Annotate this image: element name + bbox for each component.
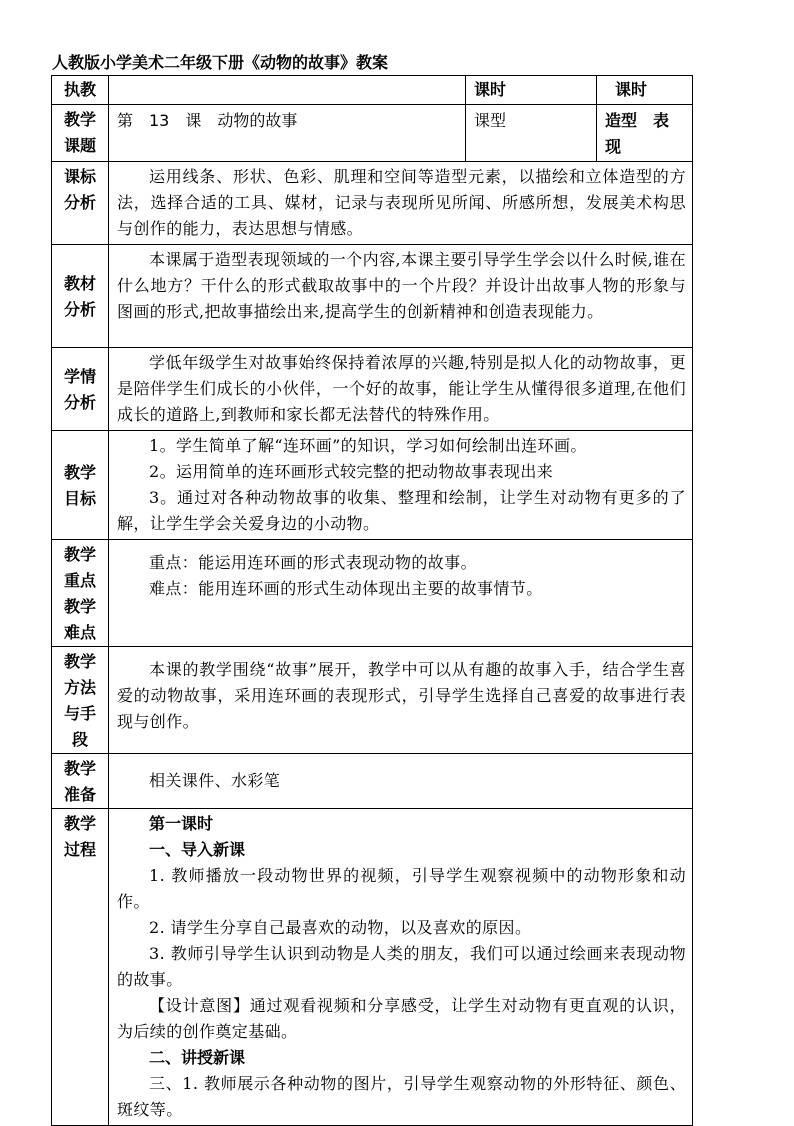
section-prep-row — [52, 754, 693, 809]
section-label: 教学目标 — [52, 431, 109, 540]
process-item: 3. 教师引导学生认识到动物是人类的朋友，我们可以通过绘画来表现动物的故事。 — [117, 944, 686, 989]
section-paragraph: 1。学生简单了解“连环画”的知识，学习如何绘制出连环画。 — [149, 436, 587, 455]
section-content — [109, 431, 693, 540]
lesson-title: 第一课时 — [149, 814, 214, 833]
section-process-row — [52, 809, 693, 1126]
section-content — [109, 348, 693, 431]
section-paragraph: 重点：能运用连环画的形式表现动物的故事。 — [149, 553, 478, 572]
section-content — [109, 647, 693, 754]
section-label: 课标分析 — [52, 162, 109, 245]
lesson-plan-table — [51, 75, 693, 1126]
section-goals-row — [52, 431, 693, 540]
process-content — [109, 809, 693, 1126]
section-paragraph: 运用线条、形状、色彩、肌理和空间等造型元素，以描绘和立体造型的方法，选择合适的工具、媒材，记录与表现所见所闻、所感所想，发展美术构思与创作的能力，表达思想与情感。 — [117, 167, 686, 238]
section-textbook-row — [52, 245, 693, 348]
part1-title: 一、导入新课 — [149, 840, 246, 859]
section-paragraph: 本课属于造型表现领域的一个内容,本课主要引导学生学会以什么时候,谁在什么地方？干什么的形式截取故事中的一个片段？并设计出故事人物的形象与图画的形式,把故事描绘出来,提高学生的创新精神和创造表现能力。 — [117, 250, 686, 321]
section-content — [109, 245, 693, 348]
process-label: 教学过程 — [52, 809, 109, 1126]
section-paragraph: 难点：能用连环画的形式生动体现出主要的故事情节。 — [149, 579, 543, 598]
topic-row — [52, 105, 693, 162]
design-intent: 【设计意图】通过观看视频和分享感受，让学生对动物有更直观的认识，为后续的创作奠定基础。 — [117, 996, 686, 1041]
section-students-row — [52, 348, 693, 431]
section-content — [109, 162, 693, 245]
section-paragraph: 学低年级学生对故事始终保持着浓厚的兴趣,特别是拟人化的动物故事，更是陪伴学生们成长的小伙伴，一个好的故事，能让学生从懂得很多道理,在他们成长的道路上,到教师和家长都无法替代的特殊作用。 — [117, 353, 686, 424]
section-paragraph: 3。通过对各种动物故事的收集、整理和绘制，让学生对动物有更多的了解，让学生学会关爱身边的小动物。 — [117, 488, 686, 533]
section-paragraph: 2。运用简单的连环画形式较完整的把动物故事表现出来 — [149, 462, 554, 481]
section-paragraph: 相关课件、水彩笔 — [149, 771, 281, 790]
process-item: 2. 请学生分享自己最喜欢的动物，以及喜欢的原因。 — [149, 918, 532, 937]
process-item: 三、1. 教师展示各种动物的图片，引导学生观察动物的外形特征、颜色、斑纹等。 — [117, 1074, 686, 1119]
section-content — [109, 754, 693, 809]
topic-value: 第 13 课 动物的故事 — [109, 105, 466, 162]
teacher-row — [52, 76, 693, 105]
hours-value: 课时 — [597, 76, 693, 105]
section-label: 教学重点教学难点 — [52, 540, 109, 647]
section-content — [109, 540, 693, 647]
section-label: 教学方法与手段 — [52, 647, 109, 754]
part2-title: 二、讲授新课 — [149, 1048, 246, 1067]
process-item: 1. 教师播放一段动物世界的视频，引导学生观察视频中的动物形象和动作。 — [117, 866, 686, 911]
section-methods-row — [52, 647, 693, 754]
section-keypoints-row — [52, 540, 693, 647]
teacher-label: 执教 — [52, 76, 109, 105]
section-label: 教学准备 — [52, 754, 109, 809]
type-label: 课型 — [466, 105, 597, 162]
document-title: 人教版小学美术二年级下册《动物的故事》教案 — [52, 53, 389, 72]
section-paragraph: 本课的教学围绕“故事”展开，教学中可以从有趣的故事入手，结合学生喜爱的动物故事，采用连环画的表现形式，引导学生选择自己喜爱的故事进行表现与创作。 — [117, 660, 686, 731]
section-label: 教材分析 — [52, 245, 109, 348]
hours-label: 课时 — [466, 76, 597, 105]
section-label: 学情分析 — [52, 348, 109, 431]
teacher-value — [109, 76, 466, 105]
type-value: 造型 表现 — [597, 105, 693, 162]
topic-label: 教学课题 — [52, 105, 109, 162]
section-standards-row — [52, 162, 693, 245]
